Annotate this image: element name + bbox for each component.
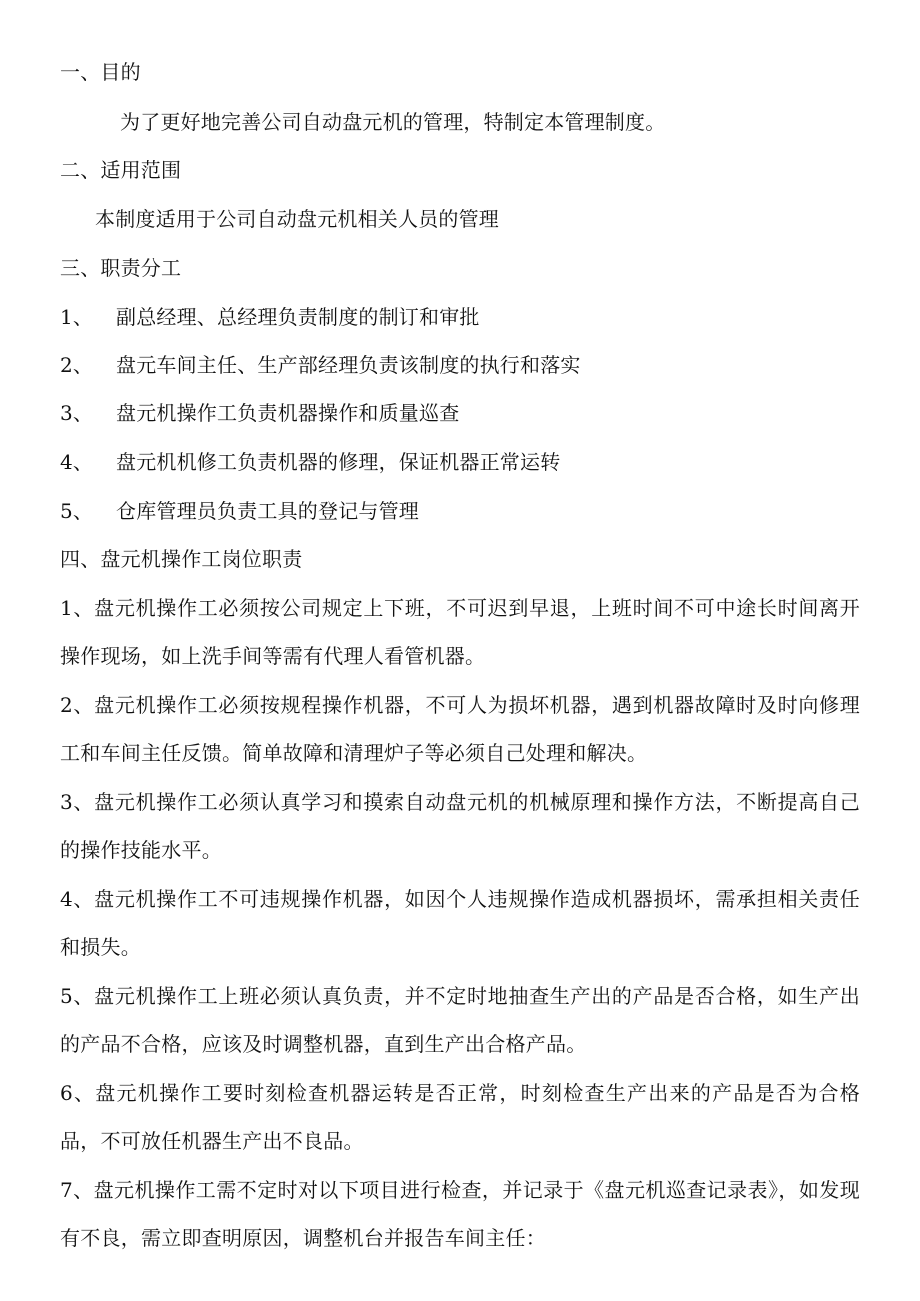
- list-item: [60, 499, 419, 523]
- list-item: [60, 305, 480, 329]
- section-heading-operator-duties: 四、盘元机操作工岗位职责: [60, 547, 303, 571]
- list-item-text: 副总经理、总经理负责制度的制订和审批: [116, 305, 480, 329]
- list-item: [60, 450, 560, 474]
- section-body-purpose: 为了更好地完善公司自动盘元机的管理，特制定本管理制度。: [120, 110, 666, 134]
- duty-paragraph-4: 4、盘元机操作工不可违规操作机器，如因个人违规操作造成机器损坏，需承担相关责任和损失。: [60, 887, 860, 959]
- section-heading-scope: 二、适用范围: [60, 158, 182, 182]
- duty-paragraph-3: 3、盘元机操作工必须认真学习和摸索自动盘元机的机械原理和操作方法，不断提高自己的操作技能水平。: [60, 790, 860, 862]
- duty-paragraph-7: 7、盘元机操作工需不定时对以下项目进行检查，并记录于《盘元机巡查记录表》，如发现有不良，需立即查明原因，调整机台并报告车间主任：: [60, 1178, 860, 1250]
- list-item-number: 1、: [60, 305, 94, 329]
- list-item-number: 3、: [60, 401, 94, 425]
- duty-paragraph-6: 6、盘元机操作工要时刻检查机器运转是否正常，时刻检查生产出来的产品是否为合格品，不可放任机器生产出不良品。: [60, 1081, 860, 1153]
- duty-paragraph-1: 1、盘元机操作工必须按公司规定上下班，不可迟到早退，上班时间不可中途长时间离开操作现场，如上洗手间等需有代理人看管机器。: [60, 596, 860, 668]
- list-item-text: 盘元机机修工负责机器的修理，保证机器正常运转: [116, 450, 561, 474]
- section-heading-responsibilities: 三、职责分工: [60, 256, 182, 280]
- section-heading-purpose: 一、目的: [60, 60, 141, 84]
- duty-paragraph-2: 2、盘元机操作工必须按规程操作机器，不可人为损坏机器，遇到机器故障时及时向修理工和车间主任反馈。简单故障和清理炉子等必须自己处理和解决。: [60, 693, 860, 765]
- list-item-number: 2、: [60, 353, 94, 377]
- section-body-scope: 本制度适用于公司自动盘元机相关人员的管理: [95, 207, 499, 231]
- list-item-text: 仓库管理员负责工具的登记与管理: [116, 499, 419, 523]
- list-item-text: 盘元机操作工负责机器操作和质量巡查: [116, 401, 460, 425]
- list-item-text: 盘元车间主任、生产部经理负责该制度的执行和落实: [116, 353, 581, 377]
- list-item: [60, 401, 459, 425]
- list-item: [60, 353, 581, 377]
- list-item-number: 4、: [60, 450, 94, 474]
- list-item-number: 5、: [60, 499, 94, 523]
- duty-paragraph-5: 5、盘元机操作工上班必须认真负责，并不定时地抽查生产出的产品是否合格，如生产出的产品不合格，应该及时调整机器，直到生产出合格产品。: [60, 984, 860, 1056]
